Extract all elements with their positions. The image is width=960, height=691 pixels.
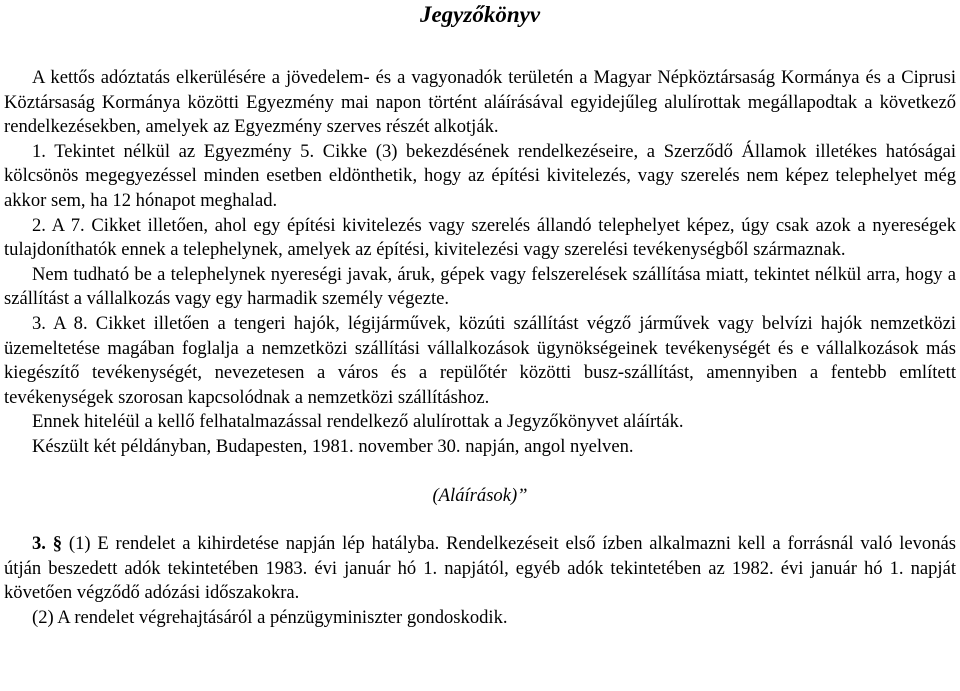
document-body bbox=[4, 66, 956, 630]
section-3-subsection-2: (2) A rendelet végrehajtásáról a pénzügyminiszter gondoskodik. bbox=[32, 606, 508, 628]
point-2-paragraph: 2. A 7. Cikket illetően, ahol egy építési kivitelezés vagy szerelés állandó telephelyet képez, úgy csak azok a nyereségek tulajdoníthatók ennek a telephelynek, amelyek az építési, kivitelezési vagy szerelési tevékenységből származnak. bbox=[4, 214, 956, 261]
section-3-number: 3. § bbox=[32, 533, 63, 555]
point-1-paragraph: 1. Tekintet nélkül az Egyezmény 5. Cikke (3) bekezdésének rendelkezéseire, a Szerződő Államok illetékes hatóságai kölcsönös megegyezéssel minden esetben eldönthetik, hogy az építési kivitelezés, vagy szerelés nem képez telephelyet még akkor sem, ha 12 hónapot meghalad. bbox=[4, 140, 956, 211]
section-3-paragraph bbox=[4, 532, 956, 606]
document-title: Jegyzőkönyv bbox=[419, 2, 541, 27]
signatures-line: (Aláírások)” bbox=[432, 484, 528, 506]
attestation-paragraph: Ennek hiteléül a kellő felhatalmazással rendelkező alulírottak a Jegyzőkönyvet aláírták. bbox=[32, 411, 684, 433]
point-3-paragraph: 3. A 8. Cikket illetően a tengeri hajók, légijárművek, közúti szállítást végző járművek vagy belvízi hajók nemzetközi üzemeltetése magában foglalja a nemzetközi szállítási vállalkozások ügynökségeinek tevékenységét és e vállalkozások más kiegészítő tevékenységét, nevezetesen a város és a repülőtér közötti busz-szállítást, amennyiben a fentebb említett tevékenységek szorosan kapcsolódnak a nemzetközi szállításhoz. bbox=[4, 312, 956, 408]
execution-paragraph: Készült két példányban, Budapesten, 1981. november 30. napján, angol nyelven. bbox=[32, 435, 634, 457]
point-2-continuation-paragraph: Nem tudható be a telephelynek nyereségi javak, áruk, gépek vagy felszerelések szállítása miatt, tekintet nélkül arra, hogy a szállítást a vállalkozás vagy egy harmadik személy végezte. bbox=[4, 263, 956, 310]
intro-paragraph: A kettős adóztatás elkerülésére a jövedelem- és a vagyonadók területén a Magyar Népköztársaság Kormánya és a Ciprusi Köztársaság Kormánya közötti Egyezmény mai napon történt aláírásával egyidejűleg alulírottak megállapodtak a következő rendelkezésekben, amelyek az Egyezmény szerves részét alkotják. bbox=[4, 67, 956, 138]
section-3-text: (1) E rendelet a kihirdetése napján lép hatályba. Rendelkezéseit első ízben alkalmazni kell a forrásnál való levonás útján beszedett adók tekintetében 1983. évi január hó 1. napjától, egyéb adók tekintetében az 1982. évi január hó 1. napját követően végződő adózási időszakokra. bbox=[4, 533, 956, 604]
